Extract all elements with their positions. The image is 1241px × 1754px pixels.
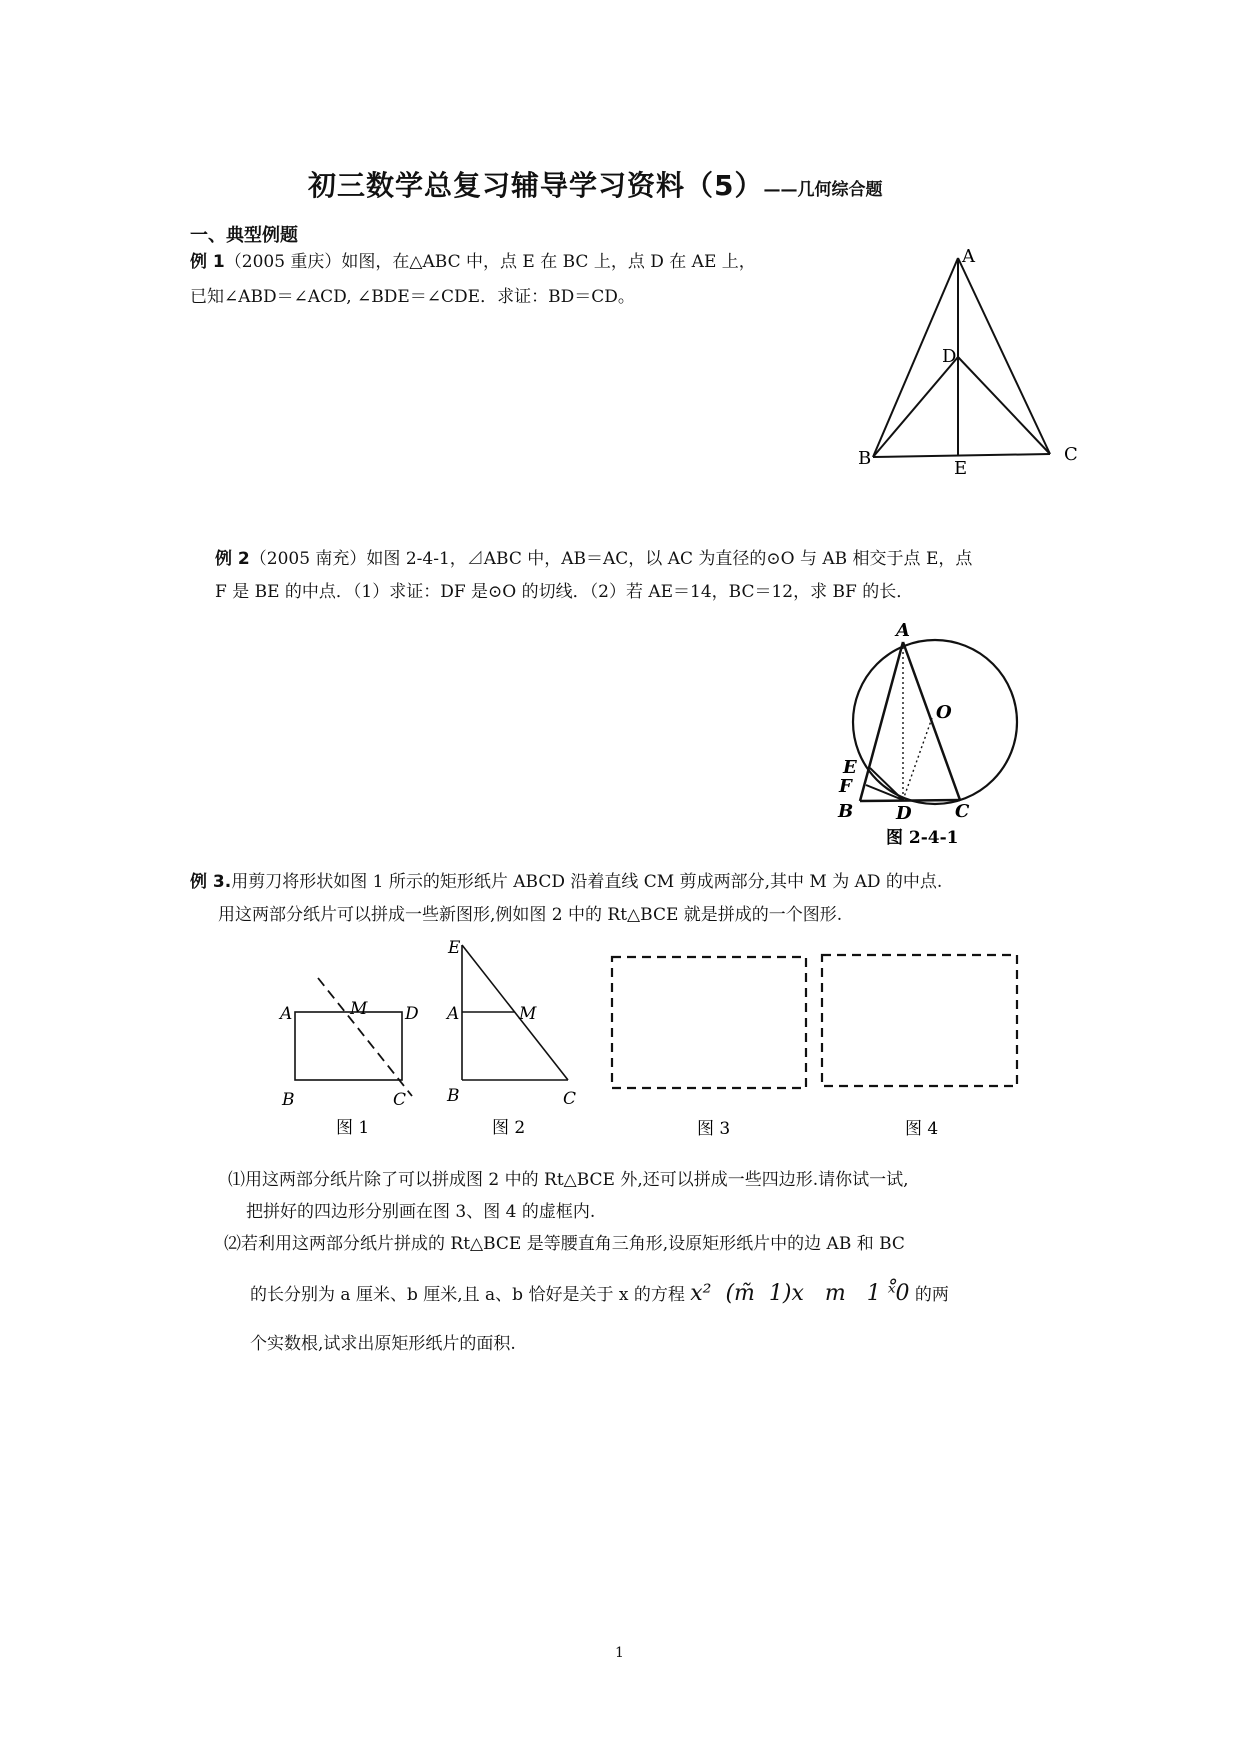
fig2-caption: 图 2	[492, 1118, 526, 1138]
fig2-point-A: A	[447, 1004, 460, 1024]
ex2-point-D: D	[896, 803, 912, 824]
example3-q2-line2	[250, 1282, 949, 1307]
ex1-point-C: C	[1064, 444, 1078, 465]
ex2-point-E: E	[843, 757, 857, 778]
fig2-point-E: E	[448, 938, 461, 958]
ex1-point-D: D	[942, 346, 957, 367]
ex1-point-A: A	[962, 246, 975, 267]
example1-label: 例 1	[190, 252, 225, 272]
example2-label: 例 2	[215, 549, 250, 569]
q2-text-b: 的两	[914, 1285, 949, 1305]
q2-text-a: 的长分别为 a 厘米、b 厘米,且 a、b 恰好是关于 x 的方程	[250, 1285, 685, 1305]
example3-line2: 用这两部分纸片可以拼成一些新图形,例如图 2 中的 Rt△BCE 就是拼成的一个图形.	[218, 905, 843, 925]
example2-text1: （2005 南充）如图 2-4-1，⊿ABC 中，AB＝AC，以 AC 为直径的⊙O 与 AB 相交于点 E，点	[249, 549, 973, 569]
fig2-point-B: B	[447, 1086, 460, 1106]
fig1-point-M: M	[350, 999, 368, 1019]
q2-equation: x² (m̃ 1)x m 1 ˣ̊0	[690, 1281, 910, 1306]
example3-label: 例 3.	[190, 872, 232, 892]
fig1-point-C: C	[393, 1090, 407, 1110]
fig1-point-D: D	[405, 1004, 419, 1024]
fig1-point-B: B	[282, 1090, 295, 1110]
example3-q2-line1: ⑵若利用这两部分纸片拼成的 Rt△BCE 是等腰直角三角形,设原矩形纸片中的边 AB 和 BC	[224, 1234, 905, 1254]
example3-text1: 用剪刀将形状如图 1 所示的矩形纸片 ABCD 沿着直线 CM 剪成两部分,其中 M 为 AD 的中点.	[231, 872, 943, 892]
ex2-point-F: F	[839, 776, 852, 797]
example3-q1-line2: 把拼好的四边形分别画在图 3、图 4 的虚框内.	[246, 1202, 596, 1222]
fig4-caption: 图 4	[905, 1119, 939, 1139]
title-main: 初三数学总复习辅导学习资料（5）	[308, 169, 764, 202]
page-number: 1	[615, 1645, 624, 1661]
ex1-point-E: E	[954, 458, 968, 479]
fig2-point-M: M	[519, 1004, 537, 1024]
fig1-caption: 图 1	[336, 1118, 370, 1138]
ex2-point-C: C	[955, 801, 970, 822]
fig3-caption: 图 3	[697, 1119, 731, 1139]
ex2-point-A: A	[896, 620, 910, 641]
ex1-point-B: B	[858, 448, 872, 469]
example3-q2-line3: 个实数根,试求出原矩形纸片的面积.	[250, 1334, 516, 1354]
example1-line2: 已知∠ABD＝∠ACD, ∠BDE＝∠CDE．求证：BD＝CD。	[190, 287, 635, 307]
title-subtitle: ——几何综合题	[763, 180, 883, 200]
example3-q1-line1: ⑴用这两部分纸片除了可以拼成图 2 中的 Rt△BCE 外,还可以拼成一些四边形.请你试一试,	[228, 1170, 909, 1190]
ex2-caption: 图 2-4-1	[886, 828, 959, 848]
ex2-point-O: O	[936, 702, 952, 723]
example1-text1: （2005 重庆）如图，在△ABC 中，点 E 在 BC 上，点 D 在 AE 上，	[224, 252, 756, 272]
fig2-point-C: C	[563, 1089, 577, 1109]
example2-line2: F 是 BE 的中点．（1）求证：DF 是⊙O 的切线．（2）若 AE＝14，BC＝12，求 BF 的长．	[215, 582, 914, 602]
ex2-point-B: B	[838, 801, 854, 822]
fig1-point-A: A	[280, 1004, 293, 1024]
section-heading: 一、典型例题	[190, 225, 298, 246]
